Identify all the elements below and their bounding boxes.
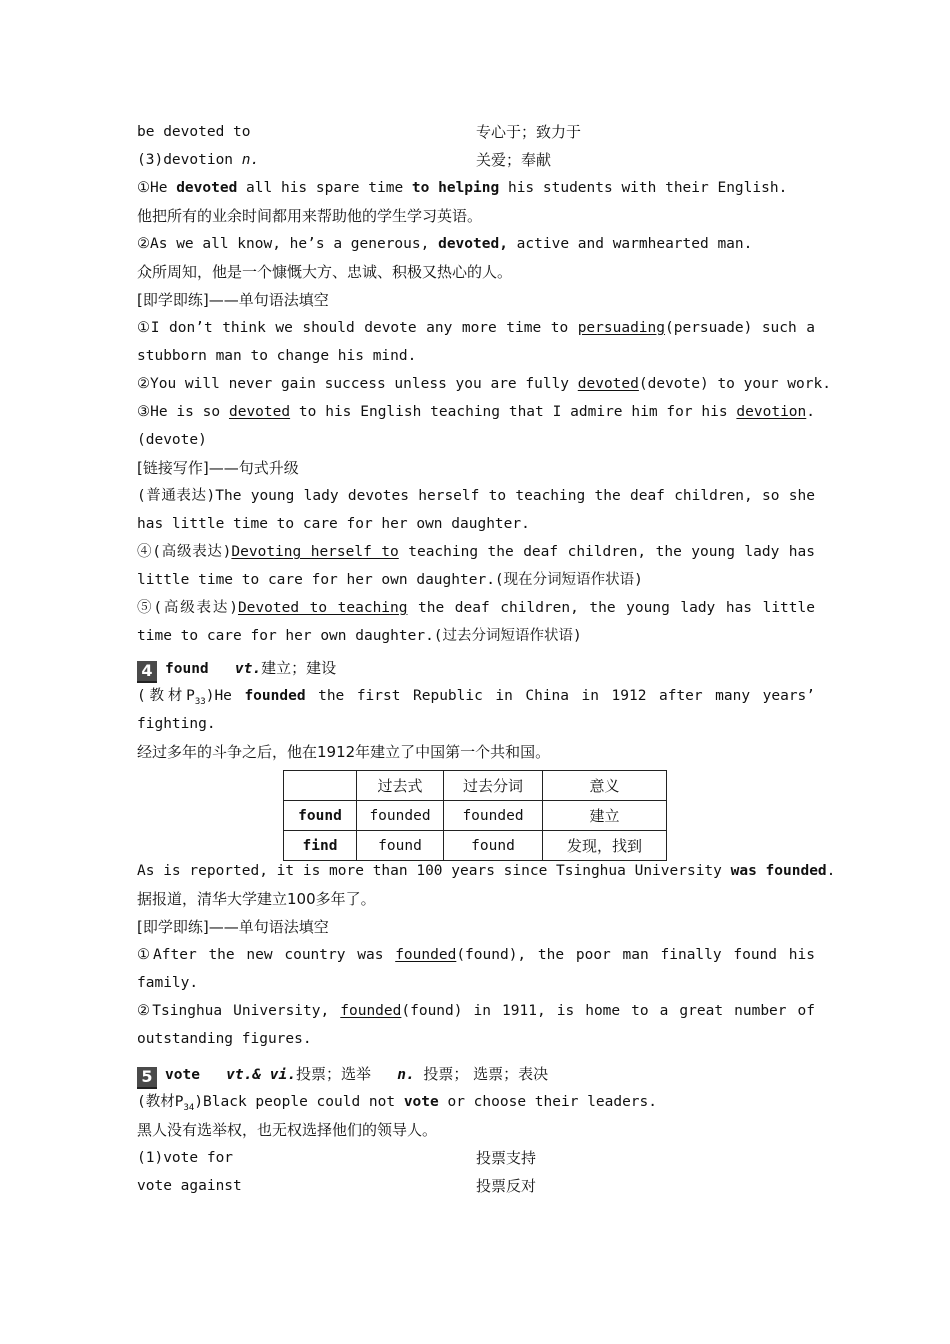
table-cell: 建立 — [543, 801, 667, 831]
text: ①I don’t think we should devote any more time to — [137, 320, 578, 336]
table-cell: found — [444, 831, 543, 861]
keyword: devoted, — [438, 236, 508, 252]
practice-1-cont: stubborn man to change his mind. — [137, 348, 417, 364]
found-source-translation: 经过多年的斗争之后，他在1912年建立了中国第一个共和国。 — [137, 743, 551, 761]
phrase-meaning: 投票支持 — [476, 1149, 537, 1167]
vote-source-sentence — [137, 1091, 657, 1113]
writing-normal-cont: has little time to care for her own daughter. — [137, 516, 530, 532]
table-header-cell: 过去式 — [357, 771, 444, 801]
example-1 — [137, 177, 787, 199]
text: As is reported, it is more than 100 years since Tsinghua University — [137, 863, 731, 879]
phrase-text: (1)vote for — [137, 1150, 234, 1166]
text: ⑤(高级表达) — [137, 600, 238, 616]
phrase-devotion — [137, 149, 552, 171]
headword: found — [165, 661, 209, 677]
keyword: founded — [244, 688, 306, 704]
example-2-translation: 众所周知，他是一个慷慨大方、忠诚、积极又热心的人。 — [137, 263, 513, 281]
keyword: devoted — [176, 180, 238, 196]
example-2 — [137, 233, 752, 255]
headword: vote — [165, 1067, 200, 1083]
writing-normal: (普通表达)The young lady devotes herself to teaching the deaf children, so she — [137, 488, 815, 504]
meaning: 建立；建设 — [261, 659, 337, 677]
table-cell: founded — [444, 801, 543, 831]
answer: persuading — [577, 320, 666, 336]
text: )Black people could not — [194, 1094, 404, 1110]
text: ②Tsinghua University, — [137, 1003, 341, 1019]
phrase-vote-against — [137, 1175, 537, 1197]
found-practice-title: [即学即练]——单句语法填空 — [137, 918, 329, 936]
part-of-speech: n. — [241, 152, 260, 168]
practice-1 — [137, 317, 815, 339]
keyword: vote — [403, 1094, 439, 1110]
table-header-cell — [284, 771, 357, 801]
answer: devoted — [228, 404, 291, 420]
keyword: was founded — [730, 863, 827, 879]
entry-vote-heading — [137, 1063, 548, 1085]
text: (教材P — [137, 688, 195, 704]
keyword: to helping — [411, 180, 500, 196]
answer: Devoted to teaching — [237, 600, 408, 616]
found-source-cont: fighting. — [137, 716, 216, 732]
text: his students with their English. — [499, 180, 788, 196]
meaning: 投票； 选票；表决 — [423, 1065, 549, 1083]
text: (found) in 1911, is home to a great number of — [401, 1003, 816, 1019]
phrase-meaning: 投票反对 — [476, 1177, 537, 1195]
number-5-icon: 5 — [137, 1067, 157, 1089]
page-number: 33 — [194, 696, 206, 707]
page-number: 34 — [183, 1102, 195, 1113]
answer: devotion — [736, 404, 807, 420]
table-cell: 发现，找到 — [543, 831, 667, 861]
table-row — [284, 831, 667, 861]
text: (教材P — [137, 1094, 184, 1110]
entry-found-heading — [137, 657, 336, 679]
writing-advanced-4-cont: little time to care for her own daughter.(现在分词短语作状语) — [137, 572, 643, 588]
text: ③He is so — [137, 404, 229, 420]
text: . — [826, 863, 836, 879]
text: (persuade) such a — [665, 320, 815, 336]
found-example — [137, 860, 835, 882]
answer: Devoting herself to — [231, 544, 399, 560]
practice-3 — [137, 401, 815, 423]
writing-advanced-5 — [137, 597, 815, 619]
text: ②As we all know, he’s a generous, — [137, 236, 439, 252]
part-of-speech: vt. — [234, 661, 262, 677]
meaning: 投票；选举 — [295, 1065, 371, 1083]
table-cell: found — [284, 801, 357, 831]
text: all his spare time — [237, 180, 412, 196]
text: (devote) to your work. — [638, 376, 831, 392]
text: teaching the deaf children, the young lady has — [398, 544, 815, 560]
answer: founded — [340, 1003, 402, 1019]
found-source-sentence — [137, 685, 815, 707]
vote-source-translation: 黑人没有选举权，也无权选择他们的领导人。 — [137, 1121, 438, 1139]
found-example-translation: 据报道，清华大学建立100多年了。 — [137, 890, 376, 908]
text: to his English teaching that I admire him for his — [290, 404, 737, 420]
text: ①He — [137, 180, 177, 196]
answer: devoted — [577, 376, 639, 392]
table-cell: find — [284, 831, 357, 861]
table-header-cell: 过去分词 — [444, 771, 543, 801]
part-of-speech: vt.& vi. — [226, 1067, 296, 1083]
verb-forms-table — [283, 770, 667, 861]
example-1-translation: 他把所有的业余时间都用来帮助他的学生学习英语。 — [137, 207, 483, 225]
text: )He — [205, 688, 245, 704]
phrase-text: be devoted to — [137, 124, 251, 140]
phrase-vote-for — [137, 1147, 537, 1169]
text: ④(高级表达) — [137, 544, 232, 560]
text: ②You will never gain success unless you are fully — [137, 376, 578, 392]
phrase-be-devoted-to — [137, 121, 582, 143]
text: ①After the new country was — [137, 947, 396, 963]
found-practice-1-cont: family. — [137, 975, 199, 991]
part-of-speech: n. — [397, 1067, 415, 1083]
table-header-cell: 意义 — [543, 771, 667, 801]
found-practice-2-cont: outstanding figures. — [137, 1031, 312, 1047]
table-header-row — [284, 771, 667, 801]
text: the first Republic in China in 1912 after many years’ — [305, 688, 816, 704]
text: or choose their leaders. — [438, 1094, 657, 1110]
text: . — [806, 404, 815, 420]
practice-3-cont: (devote) — [137, 432, 207, 448]
text: (found), the poor man finally found his — [456, 947, 815, 963]
writing-title: [链接写作]——句式升级 — [137, 459, 299, 477]
phrase-meaning: 专心于；致力于 — [476, 123, 582, 141]
phrase-meaning: 关爱；奉献 — [476, 151, 552, 169]
practice-title: [即学即练]——单句语法填空 — [137, 291, 329, 309]
answer: founded — [395, 947, 457, 963]
table-cell: founded — [357, 801, 444, 831]
writing-advanced-4 — [137, 541, 815, 563]
number-4-icon: 4 — [137, 661, 157, 683]
practice-2 — [137, 373, 831, 395]
text: the deaf children, the young lady has little — [407, 600, 815, 616]
phrase-text: vote against — [137, 1178, 242, 1194]
writing-advanced-5-cont: time to care for her own daughter.(过去分词短语作状语) — [137, 628, 582, 644]
phrase-text: (3)devotion — [137, 152, 242, 168]
found-practice-1 — [137, 944, 815, 966]
text: active and warmhearted man. — [507, 236, 753, 252]
table-row — [284, 801, 667, 831]
found-practice-2 — [137, 1000, 815, 1022]
table-cell: found — [357, 831, 444, 861]
